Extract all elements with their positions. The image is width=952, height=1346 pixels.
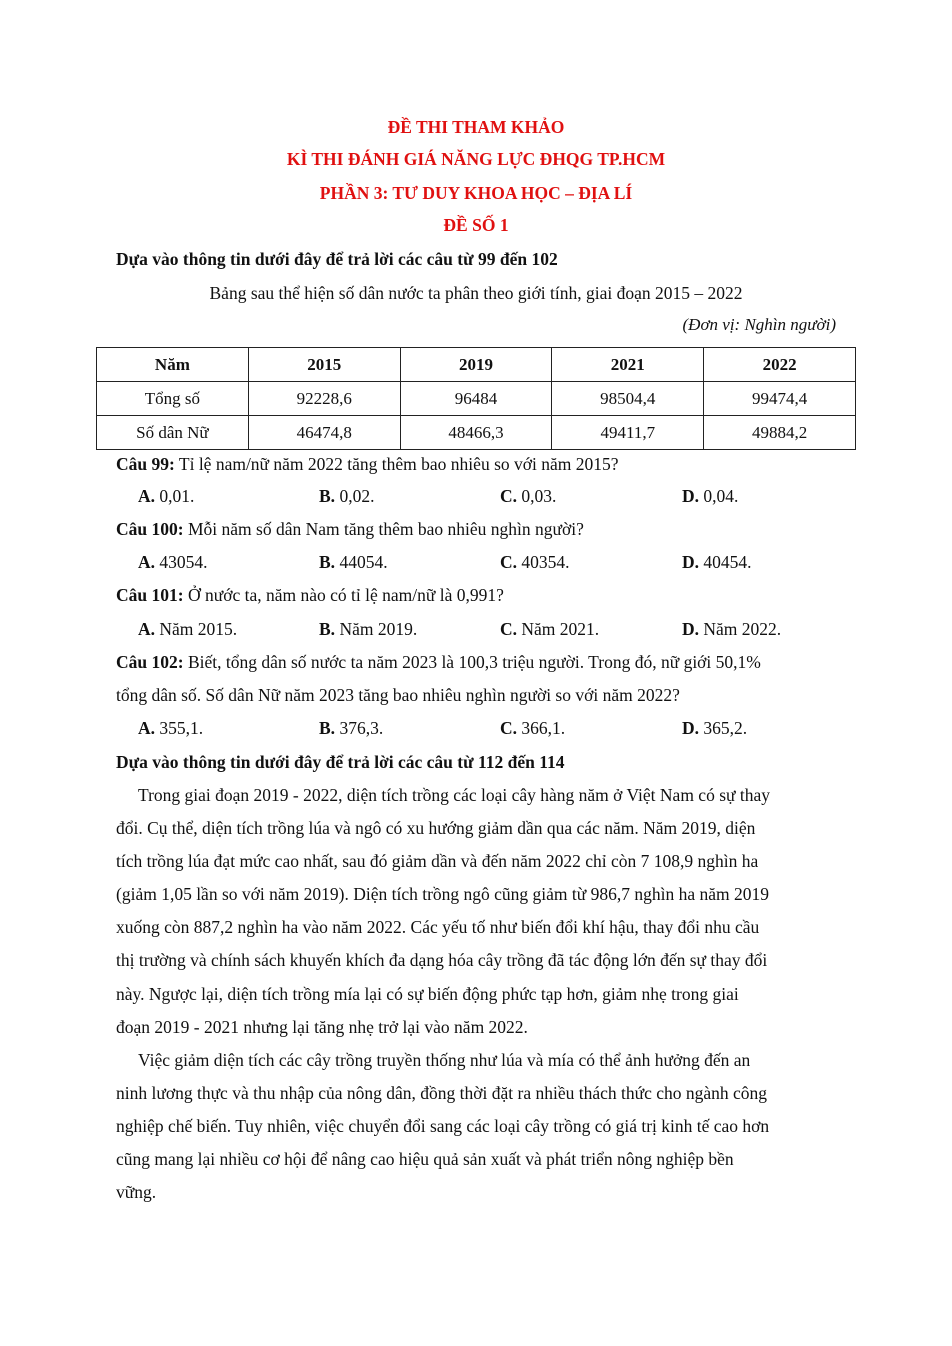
option-key: A. [138, 552, 156, 572]
option-text: 44054. [335, 552, 388, 572]
option-a[interactable] [138, 717, 203, 739]
option-d[interactable] [682, 717, 747, 739]
option-a[interactable] [138, 618, 237, 640]
option-text: 43054. [155, 552, 208, 572]
option-key: B. [319, 552, 336, 572]
paragraph-line: (giảm 1,05 lần so với năm 2019). Diện tích trồng ngô cũng giảm từ 986,7 nghìn ha năm 2019 [116, 884, 770, 904]
option-key: A. [138, 718, 156, 738]
option-key: D. [682, 552, 700, 572]
paragraph-line: đoạn 2019 - 2021 nhưng lại tăng nhẹ trở lại vào năm 2022. [116, 1017, 528, 1037]
option-b[interactable] [319, 485, 374, 507]
table-cell: 49411,7 [552, 416, 704, 450]
question-text: Mỗi năm số dân Nam tăng thêm bao nhiêu nghìn người? [183, 519, 584, 539]
paragraph-line: ninh lương thực và thu nhập của nông dân, đồng thời đặt ra nhiều thách thức cho ngành công [116, 1083, 768, 1103]
question-102-continued: tổng dân số. Số dân Nữ năm 2023 tăng bao nhiêu nghìn người so với năm 2022? [116, 685, 680, 705]
question-text: Ở nước ta, năm nào có tỉ lệ nam/nữ là 0,991? [183, 585, 504, 605]
option-b[interactable] [319, 717, 383, 739]
option-text: Năm 2015. [155, 619, 238, 639]
table-row [97, 416, 856, 450]
paragraph-line: tích trồng lúa đạt mức cao nhất, sau đó giảm dần và đến năm 2022 chỉ còn 7 108,9 nghìn ha [116, 851, 759, 871]
table-header-cell: Năm [97, 348, 249, 382]
question-label: Câu 102: [116, 652, 184, 672]
question-text: Tỉ lệ nam/nữ năm 2022 tăng thêm bao nhiêu so với năm 2015? [174, 454, 619, 474]
option-b[interactable] [319, 551, 388, 573]
table-header-row [97, 348, 856, 382]
option-c[interactable] [500, 717, 565, 739]
table-cell: 98504,4 [552, 382, 704, 416]
paragraph-line: này. Ngược lại, diện tích trồng mía lại có sự biến động phức tạp hơn, giảm nhẹ trong giai [116, 984, 739, 1004]
table-caption: Bảng sau thể hiện số dân nước ta phân theo giới tính, giai đoạn 2015 – 2022 [209, 283, 743, 303]
table-row [97, 382, 856, 416]
question-label: Câu 101: [116, 585, 184, 605]
section2-intro: Dựa vào thông tin dưới đây để trả lời các câu từ 112 đến 114 [116, 752, 565, 772]
table-cell: 96484 [400, 382, 552, 416]
table-header-cell: 2019 [400, 348, 552, 382]
option-d[interactable] [682, 618, 781, 640]
table-header-cell: 2022 [704, 348, 856, 382]
table-header-cell: 2021 [552, 348, 704, 382]
option-a[interactable] [138, 551, 208, 573]
option-text: 40354. [517, 552, 570, 572]
table-unit: (Đơn vị: Nghìn người) [682, 315, 836, 334]
exam-title: ĐỀ THI THAM KHẢO [387, 117, 565, 137]
exam-part: PHẦN 3: TƯ DUY KHOA HỌC – ĐỊA LÍ [319, 183, 633, 203]
paragraph-line: vững. [116, 1182, 157, 1202]
option-text: 0,02. [335, 486, 375, 506]
option-b[interactable] [319, 618, 417, 640]
table-cell: 99474,4 [704, 382, 856, 416]
option-c[interactable] [500, 551, 570, 573]
option-d[interactable] [682, 551, 752, 573]
option-a[interactable] [138, 485, 194, 507]
option-text: Năm 2021. [517, 619, 600, 639]
option-key: B. [319, 486, 336, 506]
option-text: 0,01. [155, 486, 195, 506]
option-c[interactable] [500, 485, 556, 507]
table-cell: Số dân Nữ [97, 416, 249, 450]
option-key: A. [138, 486, 156, 506]
option-key: A. [138, 619, 156, 639]
option-text: 366,1. [517, 718, 566, 738]
question-102 [116, 651, 761, 673]
population-table [96, 347, 856, 450]
option-d[interactable] [682, 485, 738, 507]
exam-subtitle: KÌ THI ĐÁNH GIÁ NĂNG LỰC ĐHQG TP.HCM [286, 149, 666, 169]
option-text: 40454. [699, 552, 752, 572]
question-101 [116, 584, 504, 606]
question-text: Biết, tổng dân số nước ta năm 2023 là 100,3 triệu người. Trong đó, nữ giới 50,1% [183, 652, 761, 672]
table-cell: 49884,2 [704, 416, 856, 450]
table-cell: Tổng số [97, 382, 249, 416]
paragraph-line: Việc giảm diện tích các cây trồng truyền thống như lúa và mía có thể ảnh hưởng đến an [138, 1050, 751, 1070]
option-c[interactable] [500, 618, 599, 640]
option-key: D. [682, 619, 700, 639]
table-cell: 92228,6 [248, 382, 400, 416]
option-text: Năm 2022. [699, 619, 782, 639]
paragraph-line: nghiệp chế biến. Tuy nhiên, việc chuyển đổi sang các loại cây trồng có giá trị kinh tế cao hơn [116, 1116, 770, 1136]
option-key: C. [500, 552, 518, 572]
option-text: Năm 2019. [335, 619, 418, 639]
option-text: 0,04. [699, 486, 739, 506]
option-key: C. [500, 718, 518, 738]
question-100 [116, 518, 584, 540]
question-label: Câu 99: [116, 454, 175, 474]
paragraph-line: cũng mang lại nhiều cơ hội để nâng cao hiệu quả sản xuất và phát triển nông nghiệp bền [116, 1149, 734, 1169]
table-cell: 48466,3 [400, 416, 552, 450]
option-text: 365,2. [699, 718, 748, 738]
option-text: 355,1. [155, 718, 204, 738]
option-key: C. [500, 619, 518, 639]
paragraph-line: đổi. Cụ thể, diện tích trồng lúa và ngô có xu hướng giảm dần qua các năm. Năm 2019, diện [116, 818, 756, 838]
table-header-cell: 2015 [248, 348, 400, 382]
table-cell: 46474,8 [248, 416, 400, 450]
question-label: Câu 100: [116, 519, 184, 539]
option-key: D. [682, 718, 700, 738]
paragraph-line: Trong giai đoạn 2019 - 2022, diện tích trồng các loại cây hàng năm ở Việt Nam có sự thay [138, 785, 770, 805]
option-text: 0,03. [517, 486, 557, 506]
section1-intro: Dựa vào thông tin dưới đây để trả lời các câu từ 99 đến 102 [116, 249, 558, 269]
paragraph-line: thị trường và chính sách khuyến khích đa dạng hóa cây trồng đã tác động lớn đến sự thay đổi [116, 950, 768, 970]
option-key: D. [682, 486, 700, 506]
option-key: B. [319, 718, 336, 738]
option-key: B. [319, 619, 336, 639]
paragraph-line: xuống còn 887,2 nghìn ha vào năm 2022. Các yếu tố như biến đổi khí hậu, thay đổi nhu cầu [116, 917, 760, 937]
option-text: 376,3. [335, 718, 384, 738]
exam-number: ĐỀ SỐ 1 [443, 215, 509, 235]
option-key: C. [500, 486, 518, 506]
question-99 [116, 453, 619, 475]
